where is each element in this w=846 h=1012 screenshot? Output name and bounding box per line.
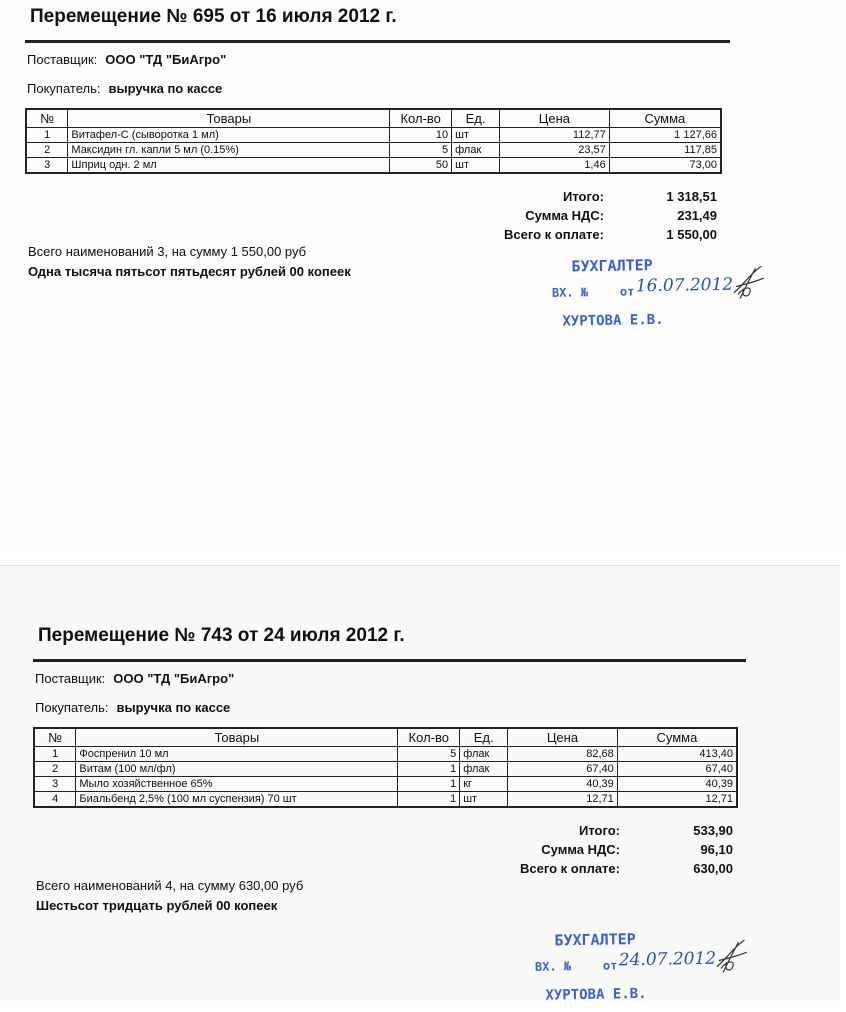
table-cell: 1 [398,792,460,808]
table-cell: флак [460,747,508,762]
column-header: Сумма [617,728,737,747]
stamp-from: от [619,284,635,299]
stamp-from: от [602,958,618,973]
column-header: Кол-во [390,109,452,128]
column-header: Цена [508,728,618,747]
table-cell: 73,00 [609,158,721,174]
totals-block [460,823,733,880]
total-row [444,208,717,227]
title-divider [33,659,746,662]
total-row [444,227,717,246]
table-cell: 1,46 [500,158,610,174]
table-cell: Мыло хозяйственное 65% [76,777,398,792]
table-cell: 5 [390,143,452,158]
table-cell: 12,71 [508,792,618,808]
items-table [25,108,722,174]
supplier-label: Поставщик: [27,52,98,67]
total-value: 96,10 [700,842,733,857]
stamp-date: 24.07.2012 [618,948,717,971]
stamp-in-number: ВХ. № [551,285,589,300]
column-header: Товары [76,728,398,747]
column-header: Ед. [452,109,500,128]
table-cell: флак [452,143,500,158]
table-cell: 50 [390,158,452,174]
accountant-stamp [551,254,762,338]
column-header: Цена [500,109,610,128]
table-header [26,109,721,128]
table-cell: 1 [398,762,460,777]
table-cell: 3 [34,777,76,792]
table-cell: 1 127,66 [609,128,721,143]
title-divider [25,40,730,43]
table-cell: 117,85 [609,143,721,158]
total-label: Сумма НДС: [541,842,620,857]
table-row [26,158,721,174]
buyer-value: выручка по кассе [108,81,223,96]
table-cell: 5 [398,747,460,762]
total-label: Всего к оплате: [504,227,604,242]
total-label: Всего к оплате: [520,861,620,876]
table-cell: 112,77 [500,128,610,143]
table-cell: 4 [34,792,76,808]
document-title: Перемещение № 695 от 16 июля 2012 г. [30,6,397,27]
total-row [460,861,733,880]
table-cell: 40,39 [508,777,618,792]
table-cell: 67,40 [508,762,618,777]
table-cell: Биальбенд 2,5% (100 мл суспензия) 70 шт [76,792,398,808]
signature [712,936,753,977]
items-summary: Всего наименований 4, на сумму 630,00 руб [36,878,304,893]
supplier-value: ООО "ТД "БиАгро" [113,671,235,686]
table-row [34,747,737,762]
column-header: № [34,728,76,747]
table-cell: шт [452,158,500,174]
table-cell: флак [460,762,508,777]
table-header [34,728,737,747]
amount-in-words: Одна тысяча пятьсот пятьдесят рублей 00 копеек [28,264,351,279]
buyer-value: выручка по кассе [116,700,231,715]
stamp-role: БУХГАЛТЕР [571,256,653,276]
table-cell: 2 [26,143,68,158]
table-row [34,777,737,792]
supplier-label: Поставщик: [35,671,106,686]
total-row [444,189,717,208]
column-header: Ед. [460,728,508,747]
table-cell: 82,68 [508,747,618,762]
supplier-line [27,52,226,67]
table-cell: Шприц одн. 2 мл [68,158,390,174]
table-cell: Витафел-С (сыворотка 1 мл) [68,128,390,143]
table-cell: 1 [34,747,76,762]
total-label: Итого: [563,189,604,204]
table-cell: 40,39 [617,777,737,792]
table-cell: 10 [390,128,452,143]
column-header: Сумма [609,109,721,128]
total-row [460,823,733,842]
total-value: 231,49 [677,208,717,223]
supplier-line [35,671,234,686]
signature [729,262,770,303]
table-cell: 1 [26,128,68,143]
amount-in-words: Шестьсот тридцать рублей 00 копеек [36,898,278,913]
total-value: 1 550,00 [666,227,717,242]
table-row [34,792,737,808]
stamp-name: ХУРТОВА Е.В. [562,311,664,330]
column-header: Товары [68,109,390,128]
table-cell: 1 [398,777,460,792]
table-cell: 12,71 [617,792,737,808]
table-cell: Витам (100 мл/фл) [76,762,398,777]
table-row [26,143,721,158]
stamp-in-number: ВХ. № [534,959,572,974]
table-row [34,762,737,777]
table-cell: шт [460,792,508,808]
table-cell: 3 [26,158,68,174]
items-table [33,727,738,808]
table-row [26,128,721,143]
table-cell: кг [460,777,508,792]
total-row [460,842,733,861]
buyer-label: Покупатель: [27,81,101,96]
table-cell: 2 [34,762,76,777]
column-header: № [26,109,68,128]
accountant-stamp [534,928,745,1012]
buyer-line [27,81,222,96]
table-cell: Максидин гл. капли 5 мл (0.15%) [68,143,390,158]
table-cell: Фоспренил 10 мл [76,747,398,762]
items-summary: Всего наименований 3, на сумму 1 550,00 руб [28,244,307,259]
total-value: 630,00 [693,861,733,876]
total-value: 1 318,51 [666,189,717,204]
table-cell: 413,40 [617,747,737,762]
stamp-name: ХУРТОВА Е.В. [545,985,647,1004]
transfer-document-743 [0,565,840,1004]
stamp-date: 16.07.2012 [635,274,734,297]
total-label: Сумма НДС: [525,208,604,223]
buyer-label: Покупатель: [35,700,109,715]
total-value: 533,90 [693,823,733,838]
buyer-line [35,700,230,715]
stamp-role: БУХГАЛТЕР [554,930,636,950]
supplier-value: ООО "ТД "БиАгро" [105,52,227,67]
table-cell: шт [452,128,500,143]
totals-block [444,189,717,246]
column-header: Кол-во [398,728,460,747]
table-cell: 23,57 [500,143,610,158]
table-cell: 67,40 [617,762,737,777]
document-title: Перемещение № 743 от 24 июля 2012 г. [38,625,405,646]
total-label: Итого: [579,823,620,838]
